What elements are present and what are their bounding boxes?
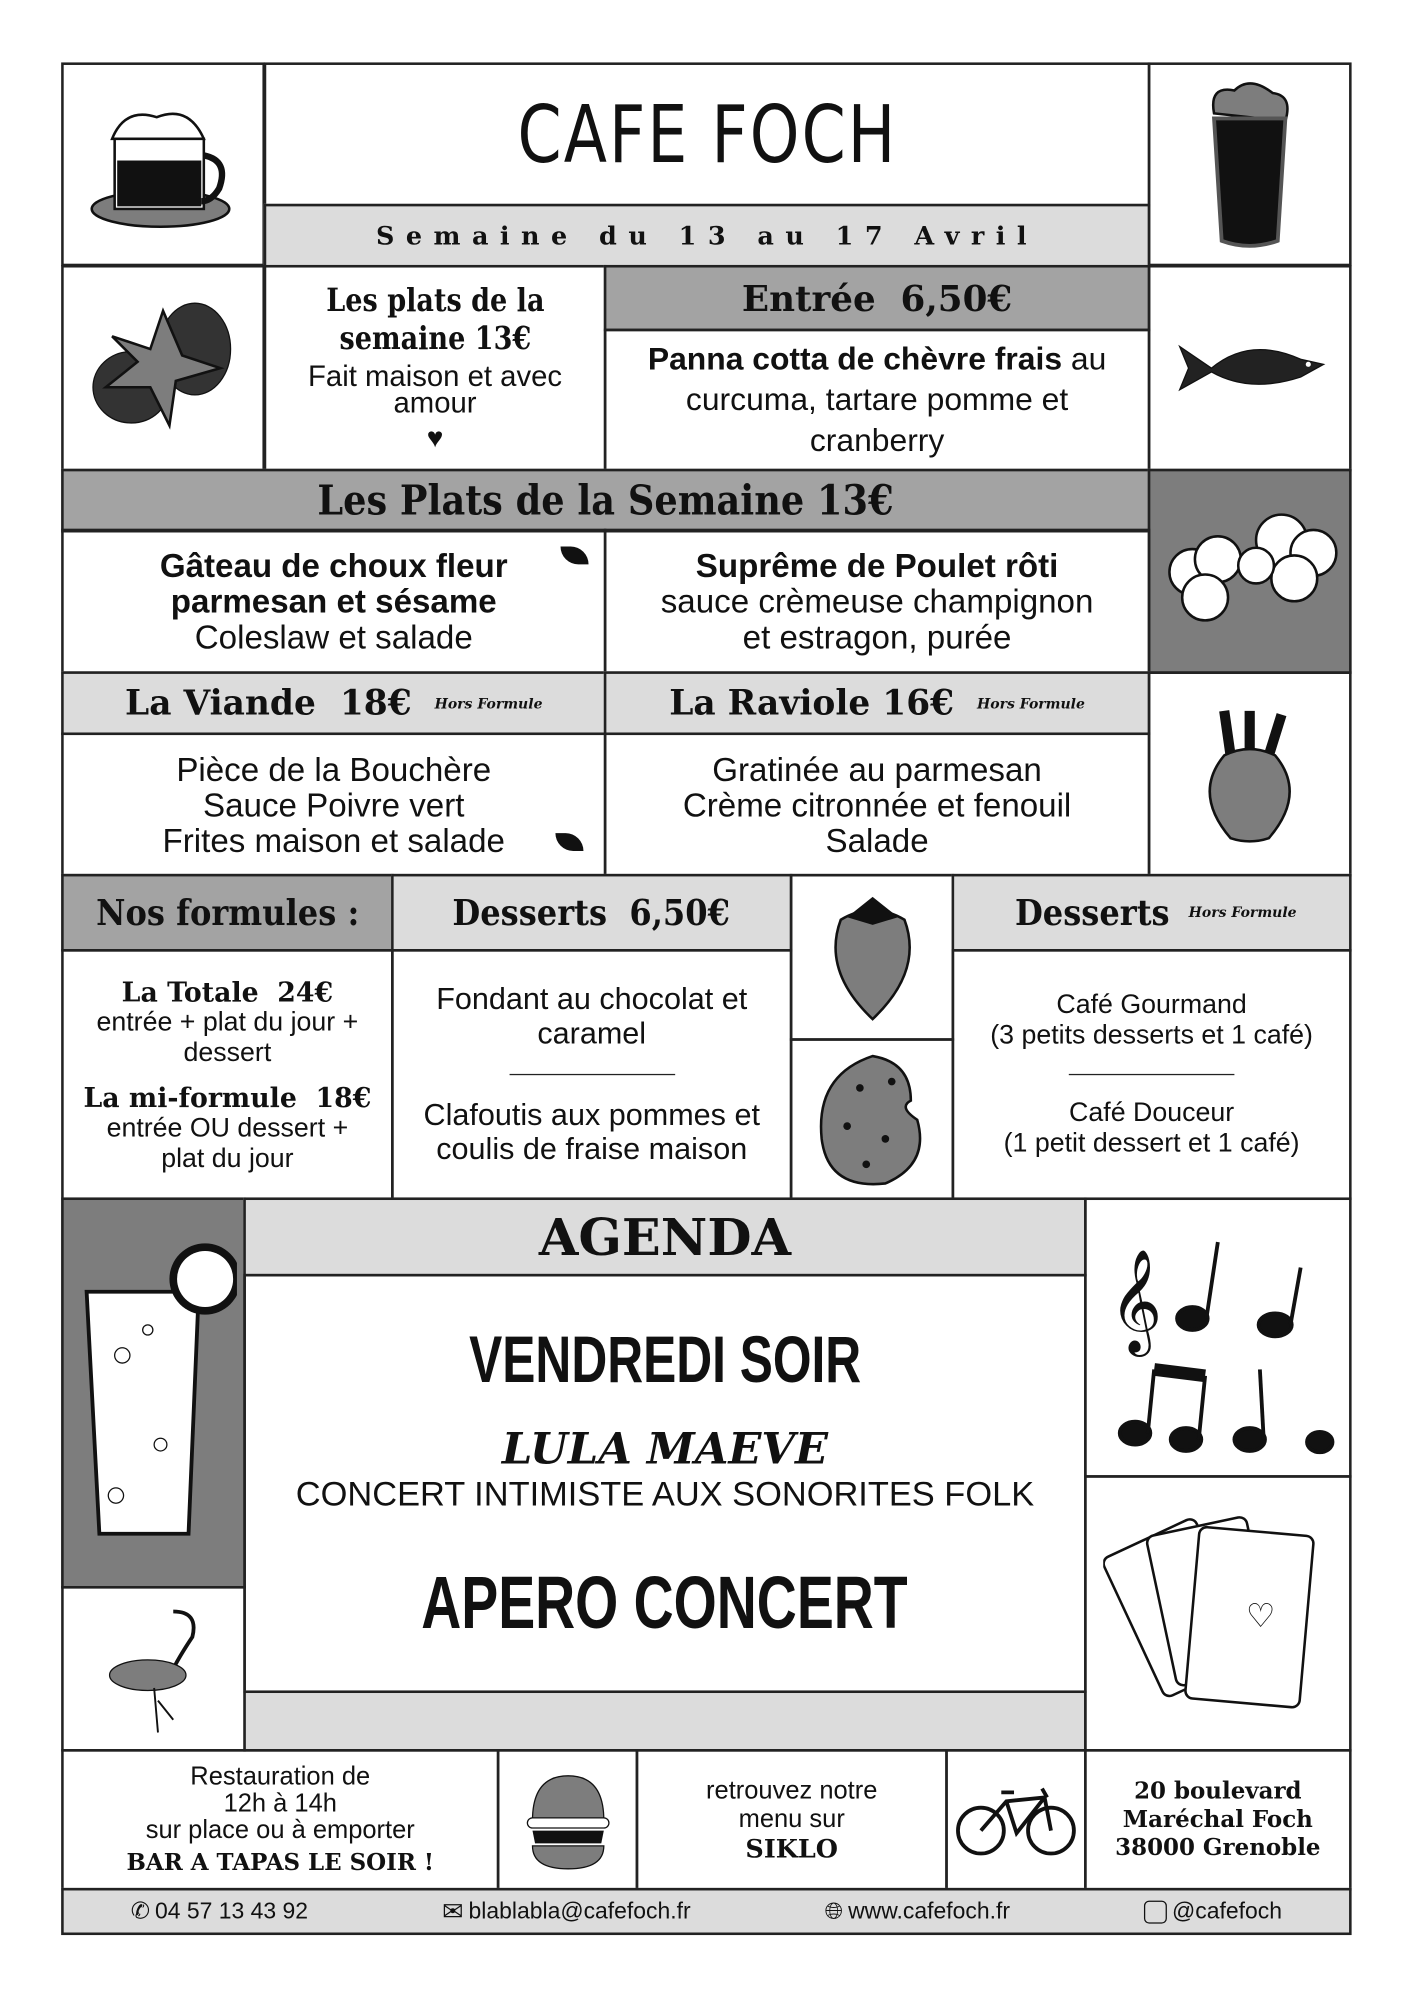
beer-glass-icon bbox=[1199, 75, 1301, 253]
beer-cell bbox=[1148, 62, 1352, 266]
formule-1-name: La Totale bbox=[121, 975, 259, 1008]
entree-price: 6,50€ bbox=[900, 277, 1013, 320]
address-line-3: 38000 Grenoble bbox=[1115, 1833, 1321, 1861]
dish-2-cell bbox=[604, 529, 1151, 674]
desserts-hf-label: Desserts bbox=[1015, 891, 1170, 934]
siklo-label: SIKLO bbox=[745, 1832, 839, 1864]
raviole-cell bbox=[604, 732, 1151, 876]
fish-icon bbox=[1173, 336, 1326, 400]
desserts-hf-tag: Hors Formule bbox=[1188, 904, 1297, 922]
menu-line-1: retrouvez notre bbox=[706, 1776, 878, 1805]
website-link[interactable] bbox=[825, 1898, 1010, 1925]
plats-header bbox=[61, 469, 1150, 533]
heart-icon: ♥ bbox=[426, 421, 444, 454]
coffee-cup-icon bbox=[87, 94, 240, 234]
vegetarian-leaf-icon bbox=[561, 547, 589, 565]
dessert-hf-2-name: Café Douceur bbox=[1069, 1098, 1235, 1128]
formule-2-price: 18€ bbox=[315, 1080, 372, 1113]
lemonade-glass-icon bbox=[71, 1227, 237, 1558]
phone-icon: ✆ bbox=[130, 1898, 150, 1924]
menu-line-2: menu sur bbox=[738, 1804, 845, 1833]
instagram-link[interactable] bbox=[1144, 1898, 1282, 1925]
formule-1-desc: entrée + plat du jour + dessert bbox=[96, 1007, 359, 1067]
drink-cell bbox=[61, 1197, 246, 1588]
email-address: blablabla@cafefoch.fr bbox=[468, 1898, 691, 1924]
flamingo-cell bbox=[61, 1586, 246, 1752]
hours-line-2: 12h à 14h bbox=[223, 1789, 337, 1818]
globe-icon: 🌐︎ bbox=[824, 1898, 844, 1924]
viande-tag: Hors Formule bbox=[434, 694, 543, 712]
week-banner bbox=[264, 204, 1151, 268]
viande-line-2: Sauce Poivre vert bbox=[203, 785, 465, 824]
dessert-hf-1-desc: (3 petits desserts et 1 café) bbox=[990, 1020, 1313, 1050]
vegetarian-leaf-icon bbox=[555, 833, 583, 851]
dessert-1: Fondant au chocolat et caramel bbox=[436, 982, 748, 1051]
phone-number: 04 57 13 43 92 bbox=[155, 1898, 309, 1924]
divider bbox=[509, 1074, 675, 1075]
intro-title-1: Les plats de la bbox=[325, 281, 545, 319]
dish-1-cell bbox=[61, 529, 606, 674]
cafe-title-logo: CAFE FOCH bbox=[517, 87, 897, 181]
intro-title-2: semaine 13€ bbox=[339, 319, 531, 357]
agenda-title: AGENDA bbox=[538, 1207, 792, 1267]
svg-text:𝄞: 𝄞 bbox=[1109, 1250, 1163, 1351]
dessert-2: Clafoutis aux pommes et coulis de fraise maison bbox=[423, 1098, 760, 1167]
divider bbox=[1069, 1074, 1235, 1075]
instagram-icon bbox=[1144, 1900, 1167, 1923]
fish-cell bbox=[1148, 265, 1352, 471]
raviole-price: 16€ bbox=[882, 683, 955, 723]
agenda-day: VENDREDI SOIR bbox=[468, 1322, 861, 1397]
desserts-hf-cell bbox=[952, 949, 1352, 1200]
dessert-hf-1-name: Café Gourmand bbox=[1056, 989, 1247, 1020]
entree-dish-desc: au curcuma, tartare pomme et cranberry bbox=[685, 341, 1107, 459]
raviole-line-1: Gratinée au parmesan bbox=[712, 749, 1042, 788]
hours-cell bbox=[61, 1749, 499, 1890]
music-cell bbox=[1084, 1197, 1352, 1477]
viande-label: La Viande bbox=[125, 683, 316, 723]
raviole-line-3: Salade bbox=[825, 821, 929, 860]
address-line-2: Maréchal Foch bbox=[1122, 1805, 1313, 1833]
burger-icon bbox=[517, 1769, 619, 1871]
bicycle-icon bbox=[955, 1782, 1076, 1858]
entree-dish bbox=[604, 329, 1151, 472]
address-line-1: 20 boulevard bbox=[1134, 1777, 1302, 1805]
viande-header bbox=[61, 671, 606, 735]
dessert-hf-2-desc: (1 petit dessert et 1 café) bbox=[1003, 1128, 1300, 1158]
agenda-artist: LULA MAEVE bbox=[501, 1423, 829, 1475]
desserts-hf-header bbox=[952, 874, 1352, 952]
formule-2-desc: entrée OU dessert + plat du jour bbox=[106, 1112, 349, 1173]
dish-1-side: Coleslaw et salade bbox=[194, 617, 473, 657]
desserts-cell bbox=[391, 949, 792, 1200]
raviole-header bbox=[604, 671, 1151, 735]
mail-icon: ✉ bbox=[442, 1898, 464, 1927]
week-label: Semaine du 13 au 17 Avril bbox=[375, 220, 1039, 251]
strawberry-cell bbox=[790, 874, 954, 1041]
entree-header bbox=[604, 265, 1151, 331]
fennel-cell bbox=[1148, 671, 1352, 876]
cauliflower-icon bbox=[1154, 501, 1345, 641]
cauliflower-cell bbox=[1148, 469, 1352, 674]
viande-line-3: Frites maison et salade bbox=[162, 821, 505, 860]
strawberry-icon bbox=[827, 894, 916, 1021]
burger-cell bbox=[497, 1749, 638, 1890]
email-contact[interactable] bbox=[442, 1896, 691, 1928]
intro-subtitle: Fait maison et avec amour bbox=[308, 359, 563, 420]
dish-1-name-1: Gâteau de choux fleur bbox=[159, 546, 508, 585]
siklo-cell bbox=[636, 1749, 948, 1890]
plats-title: Les Plats de la Semaine 13€ bbox=[317, 476, 894, 525]
agenda-content bbox=[243, 1274, 1086, 1693]
cookie-icon bbox=[808, 1049, 935, 1189]
agenda-event: APERO CONCERT bbox=[421, 1561, 909, 1644]
hazelnut-cell bbox=[61, 265, 265, 471]
formules-header bbox=[61, 874, 393, 952]
dish-1-name-2: parmesan et sésame bbox=[170, 582, 497, 621]
entree-dish-name: Panna cotta de chèvre frais bbox=[647, 341, 1063, 378]
fennel-icon bbox=[1192, 704, 1307, 844]
tapas-label: BAR A TAPAS LE SOIR ! bbox=[126, 1849, 434, 1876]
formules-cell bbox=[61, 949, 393, 1200]
agenda-footer-band bbox=[243, 1690, 1086, 1751]
dish-2-desc-2: et estragon, purée bbox=[742, 617, 1012, 657]
raviole-line-2: Crème citronnée et fenouil bbox=[682, 785, 1072, 824]
svg-text:♡: ♡ bbox=[1245, 1597, 1276, 1635]
cookie-cell bbox=[790, 1038, 954, 1200]
intro-cell bbox=[264, 265, 607, 471]
formules-title: Nos formules : bbox=[95, 891, 359, 934]
raviole-label: La Raviole bbox=[669, 683, 871, 723]
playing-cards-icon bbox=[1103, 1505, 1332, 1722]
entree-label: Entrée bbox=[741, 277, 876, 320]
formule-1-price: 24€ bbox=[277, 975, 334, 1008]
title-cell bbox=[264, 62, 1151, 206]
website-url: www.cafefoch.fr bbox=[848, 1898, 1010, 1924]
desserts-label: Desserts bbox=[452, 891, 608, 934]
viande-cell bbox=[61, 732, 606, 876]
hours-line-3: sur place ou à emporter bbox=[145, 1815, 415, 1844]
instagram-handle: @cafefoch bbox=[1172, 1898, 1282, 1924]
coffee-cell bbox=[61, 62, 265, 266]
contact-bar bbox=[61, 1888, 1351, 1935]
hours-line-1: Restauration de bbox=[190, 1762, 371, 1791]
hazelnut-icon bbox=[87, 298, 240, 438]
cards-cell bbox=[1084, 1475, 1352, 1751]
address-cell bbox=[1084, 1749, 1352, 1890]
viande-line-1: Pièce de la Bouchère bbox=[176, 749, 492, 788]
music-notes-icon bbox=[1097, 1217, 1339, 1459]
desserts-header bbox=[391, 874, 792, 952]
agenda-header bbox=[243, 1197, 1086, 1276]
viande-price: 18€ bbox=[339, 683, 412, 723]
desserts-price: 6,50€ bbox=[629, 891, 731, 934]
dish-2-desc-1: sauce crèmeuse champignon bbox=[660, 582, 1094, 621]
agenda-description: CONCERT INTIMISTE AUX SONORITES FOLK bbox=[295, 1474, 1035, 1513]
formule-2-name: La mi-formule bbox=[83, 1080, 297, 1113]
flamingo-icon bbox=[96, 1599, 211, 1739]
dish-2-name: Suprême de Poulet rôti bbox=[695, 546, 1059, 585]
bike-cell bbox=[945, 1749, 1086, 1890]
phone-contact[interactable] bbox=[131, 1898, 308, 1925]
raviole-tag: Hors Formule bbox=[977, 694, 1085, 712]
